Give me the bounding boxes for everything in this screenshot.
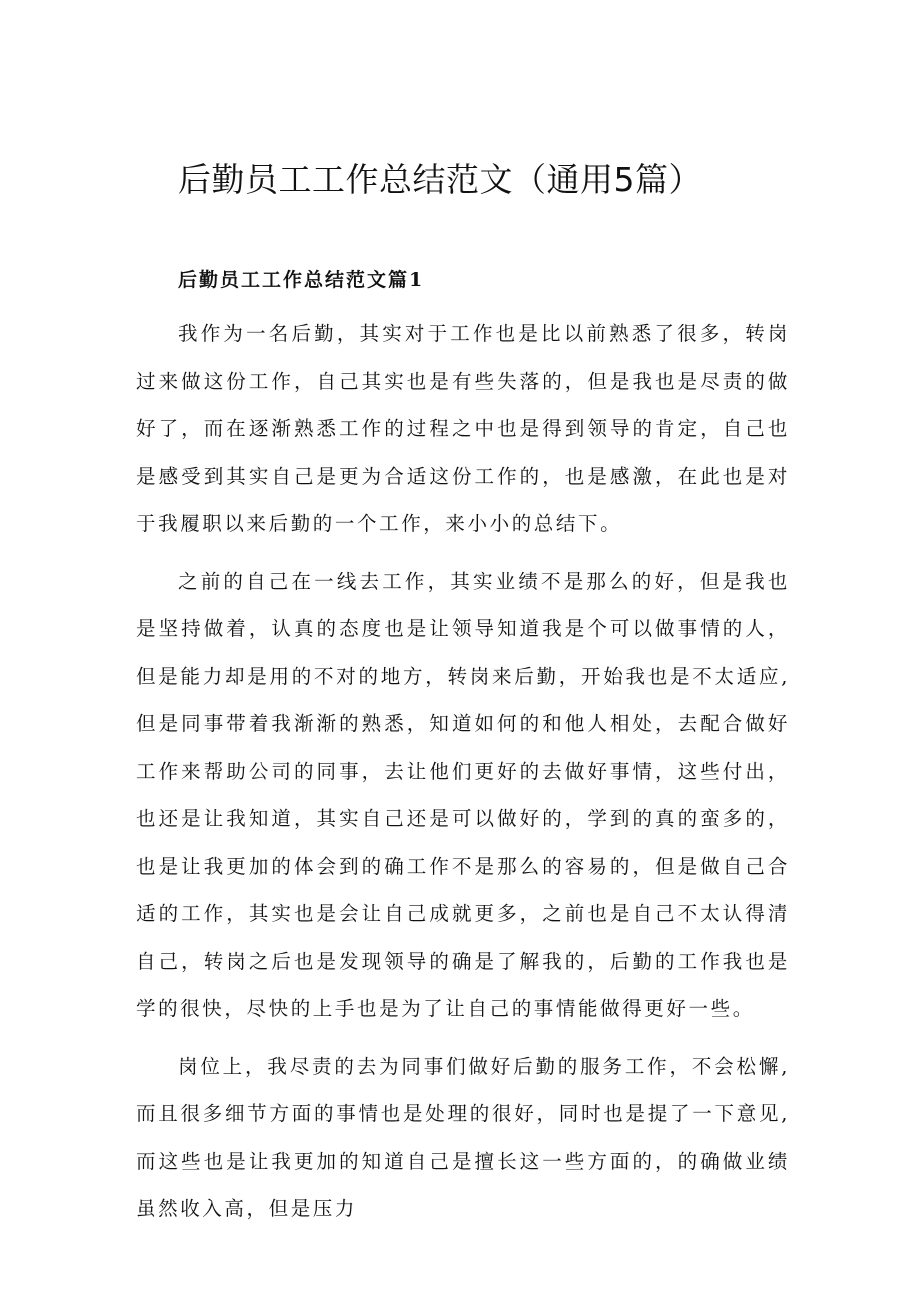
document-body: [136, 310, 790, 1243]
paragraph: 我作为一名后勤，其实对于工作也是比以前熟悉了很多，转岗过来做这份工作，自己其实也是有些失落的，但是我也是尽责的做好了，而在逐渐熟悉工作的过程之中也是得到领导的肯定，自己也是感受到其实自己是更为合适这份工作的，也是感激，在此也是对于我履职以来后勤的一个工作，来小小的总结下。: [136, 322, 790, 535]
paragraph: 岗位上，我尽责的去为同事们做好后勤的服务工作，不会松懈,而且很多细节方面的事情也是处理的很好，同时也是提了一下意见,而这些也是让我更加的知道自己是擅长这一些方面的，的确做业绩虽然收入高，但是压力: [136, 1054, 790, 1220]
section-heading: 后勤员工工作总结范文篇1: [178, 269, 425, 291]
document-title: 后勤员工工作总结范文（通用5篇）: [178, 160, 702, 199]
paragraph: 之前的自己在一线去工作，其实业绩不是那么的好，但是我也是坚持做着，认真的态度也是让领导知道我是个可以做事情的人，但是能力却是用的不对的地方，转岗来后勤，开始我也是不太适应,但是同事带着我渐渐的熟悉，知道如何的和他人相处，去配合做好工作来帮助公司的同事，去让他们更好的去做好事情，这些付出，也还是让我知道，其实自己还是可以做好的，学到的真的蛮多的，也是让我更加的体会到的确工作不是那么的容易的，但是做自己合适的工作，其实也是会让自己成就更多，之前也是自己不太认得清自己，转岗之后也是发现领导的确是了解我的，后勤的工作我也是学的很快，尽快的上手也是为了让自己的事情能做得更好一些。: [136, 569, 790, 1020]
